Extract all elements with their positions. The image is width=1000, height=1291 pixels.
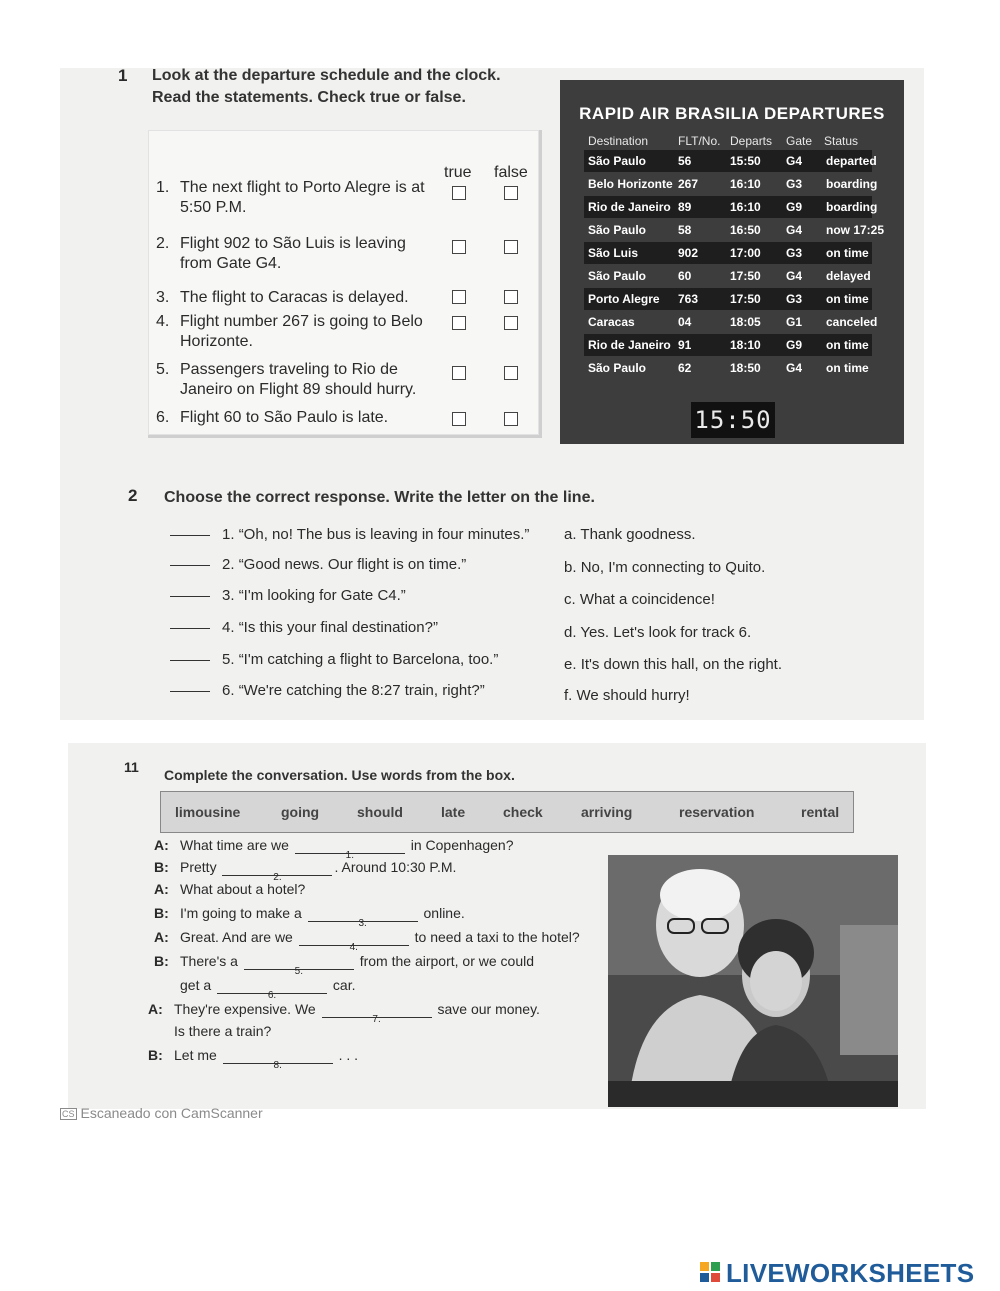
statement-number: 3. — [156, 289, 170, 306]
blank-number: 8. — [273, 1060, 282, 1071]
false-column-label: false — [494, 164, 528, 181]
row-gate: G4 — [786, 154, 803, 168]
statement-1-true-checkbox[interactable] — [452, 186, 466, 200]
scanner-note: Escaneado con CamScanner — [80, 1105, 263, 1121]
word-box-item: going — [281, 804, 320, 820]
word-box-item: check — [503, 804, 543, 820]
conversation-line-6 — [154, 953, 534, 977]
line-text: There's a — [180, 953, 238, 969]
exercise-2-number: 2 — [128, 486, 138, 505]
board-row — [584, 196, 878, 218]
statement-number: 4. — [156, 313, 170, 330]
option-letter: d. — [564, 624, 577, 641]
exercise-2-instruction: Choose the correct response. Write the letter on the line. — [164, 489, 595, 506]
exercise-11-instruction: Complete the conversation. Use words from the box. — [164, 767, 515, 783]
photo-illustration — [608, 855, 898, 1107]
board-row — [584, 150, 877, 172]
blank-5[interactable] — [244, 953, 354, 977]
row-gate: G1 — [786, 315, 803, 329]
true-false-box — [148, 130, 542, 438]
row-gate: G3 — [786, 292, 803, 306]
row-flight: 267 — [678, 177, 699, 191]
line-text: Great. And are we — [180, 929, 293, 945]
conversation-line-3 — [154, 881, 305, 897]
blank-number: 4. — [349, 942, 358, 953]
blank-3[interactable] — [308, 905, 418, 929]
option-b — [564, 559, 765, 576]
option-text: Yes. Let's look for track 6. — [580, 624, 752, 641]
option-d — [564, 624, 751, 641]
option-letter: c. — [564, 591, 576, 608]
statement-5-false-checkbox[interactable] — [504, 366, 518, 380]
option-f — [564, 687, 690, 704]
row-status: departed — [826, 154, 877, 168]
response-item-4 — [170, 619, 438, 636]
row-departs: 17:50 — [730, 269, 761, 283]
word-box-item: rental — [801, 804, 840, 820]
blank-number: 7. — [372, 1014, 381, 1025]
statement-text: Flight number 267 is going to Belo Horizonte. — [180, 313, 423, 350]
row-destination: São Paulo — [588, 223, 647, 237]
row-flight: 62 — [678, 361, 692, 375]
response-item-1 — [170, 526, 529, 543]
word-box-item: late — [441, 804, 466, 820]
blank-number: 1. — [345, 850, 354, 861]
option-letter: e. — [564, 656, 577, 673]
statement-4-true-checkbox[interactable] — [452, 316, 466, 330]
row-status: canceled — [826, 315, 878, 329]
board-header-gate: Gate — [786, 134, 813, 148]
board-row — [584, 334, 872, 356]
board-row — [584, 242, 872, 264]
row-flight: 60 — [678, 269, 692, 283]
row-status: delayed — [826, 269, 871, 283]
conversation-line-2 — [154, 859, 457, 883]
item-text: “We're catching the 8:27 train, right?” — [238, 682, 485, 699]
row-gate: G4 — [786, 361, 803, 375]
line-text: What time are we — [180, 837, 289, 853]
row-flight: 763 — [678, 292, 699, 306]
statement-text: Passengers traveling to Rio de Janeiro on Flight 89 should hurry. — [180, 361, 417, 398]
response-item-3 — [170, 587, 406, 604]
item-number: 4. — [222, 619, 235, 636]
option-a — [564, 526, 696, 543]
board-header-status: Status — [824, 134, 859, 148]
exercise-1-number: 1 — [118, 66, 128, 85]
row-departs: 16:50 — [730, 223, 761, 237]
word-box-item: limousine — [175, 804, 241, 820]
scan-page-2 — [68, 743, 926, 1109]
item-number: 6. — [222, 682, 235, 699]
row-status: boarding — [826, 177, 878, 191]
blank-2[interactable] — [222, 859, 332, 883]
item-text: “I'm catching a flight to Barcelona, too.” — [238, 651, 499, 668]
row-departs: 18:50 — [730, 361, 761, 375]
option-text: We should hurry! — [576, 687, 690, 704]
row-destination: Rio de Janeiro — [588, 200, 671, 214]
speaker: A: — [154, 837, 169, 853]
statement-3-false-checkbox[interactable] — [504, 290, 518, 304]
response-item-2 — [170, 556, 466, 573]
row-flight: 58 — [678, 223, 692, 237]
blank-number: 6. — [267, 990, 277, 1001]
item-text: “Oh, no! The bus is leaving in four minutes.” — [238, 526, 530, 543]
row-destination: Caracas — [588, 315, 635, 329]
camscanner-icon: CS — [62, 1109, 75, 1119]
row-departs: 17:50 — [730, 292, 761, 306]
row-departs: 18:05 — [730, 315, 761, 329]
row-destination: Rio de Janeiro — [588, 338, 671, 352]
answer-line-4[interactable] — [170, 628, 210, 629]
couple-at-computer-photo — [608, 855, 898, 1107]
blank-number: 3. — [358, 918, 367, 929]
row-flight: 91 — [678, 338, 692, 352]
statement-text: Flight 902 to São Luis is leaving from Gate G4. — [180, 235, 406, 272]
line-text: Is there a train? — [174, 1023, 272, 1039]
blank-8[interactable] — [223, 1047, 333, 1071]
row-departs: 15:50 — [730, 154, 761, 168]
board-row — [584, 173, 878, 195]
conversation-line-8 — [148, 1001, 540, 1025]
line-text: . Around 10:30 P.M. — [334, 859, 457, 875]
word-box — [160, 791, 854, 833]
speaker: A: — [154, 881, 169, 897]
speaker: B: — [154, 953, 169, 969]
row-departs: 16:10 — [730, 200, 761, 214]
row-destination: São Luis — [588, 246, 639, 260]
line-text: get a — [180, 977, 212, 993]
option-e — [564, 656, 782, 673]
line-text: They're expensive. We — [174, 1001, 316, 1017]
line-text: save our money. — [437, 1001, 540, 1017]
line-text: What about a hotel? — [180, 881, 306, 897]
option-letter: b. — [564, 559, 577, 576]
board-header-departs: Departs — [730, 134, 773, 148]
option-text: No, I'm connecting to Quito. — [580, 559, 766, 576]
answer-line-1[interactable] — [170, 535, 210, 536]
blank-number: 2. — [273, 872, 282, 883]
row-gate: G4 — [786, 269, 803, 283]
line-text: Let me — [174, 1047, 217, 1063]
board-row — [584, 219, 885, 241]
board-row — [584, 265, 872, 287]
word-box-item: reservation — [679, 804, 755, 820]
row-gate: G3 — [786, 177, 803, 191]
line-text: to need a taxi to the hotel? — [414, 929, 580, 945]
answer-line-3[interactable] — [170, 596, 210, 597]
row-flight: 89 — [678, 200, 692, 214]
blank-4[interactable] — [299, 929, 409, 953]
speaker: A: — [154, 929, 169, 945]
line-text: from the airport, or we could — [359, 953, 534, 969]
row-status: boarding — [826, 200, 878, 214]
board-row — [584, 288, 872, 310]
line-text: . . . — [338, 1047, 359, 1063]
item-text: “Good news. Our flight is on time.” — [238, 556, 467, 573]
row-status: on time — [826, 292, 869, 306]
option-text: Thank goodness. — [580, 526, 696, 543]
digital-clock: 15:50 — [691, 402, 775, 438]
blank-7[interactable] — [322, 1001, 432, 1025]
row-status: on time — [826, 338, 869, 352]
speaker: A: — [148, 1001, 163, 1017]
row-gate: G3 — [786, 246, 803, 260]
blank-number: 5. — [294, 966, 303, 977]
item-number: 5. — [222, 651, 235, 668]
row-destination: São Paulo — [588, 154, 647, 168]
exercise-11-number: 11 — [124, 759, 139, 775]
board-row — [584, 311, 878, 333]
row-departs: 18:10 — [730, 338, 761, 352]
blank-1[interactable] — [295, 837, 405, 861]
statement-number: 2. — [156, 235, 170, 252]
option-text: What a coincidence! — [579, 591, 715, 608]
statement-number: 6. — [156, 409, 170, 426]
option-text: It's down this hall, on the right. — [580, 656, 782, 673]
board-header-flight: FLT/No. — [678, 134, 721, 148]
answer-line-6[interactable] — [170, 691, 210, 692]
row-destination: Belo Horizonte — [588, 177, 673, 191]
statement-6-false-checkbox[interactable] — [504, 412, 518, 426]
statement-3-true-checkbox[interactable] — [452, 290, 466, 304]
statement-1-false-checkbox[interactable] — [504, 186, 518, 200]
statement-text: The flight to Caracas is delayed. — [180, 289, 409, 306]
row-gate: G9 — [786, 200, 803, 214]
statement-2-true-checkbox[interactable] — [452, 240, 466, 254]
board-header-destination: Destination — [588, 134, 649, 148]
speaker: B: — [148, 1047, 163, 1063]
option-c — [564, 591, 715, 608]
statement-number: 5. — [156, 361, 170, 378]
scanner-watermark — [60, 1105, 263, 1121]
row-departs: 17:00 — [730, 246, 761, 260]
statement-number: 1. — [156, 179, 170, 196]
response-item-5 — [170, 651, 498, 668]
logo-text: LIVEWORKSHEETS — [726, 1258, 975, 1288]
row-destination: Porto Alegre — [588, 292, 660, 306]
row-destination: São Paulo — [588, 361, 647, 375]
line-text: I'm going to make a — [180, 905, 302, 921]
statement-5-true-checkbox[interactable] — [452, 366, 466, 380]
row-departs: 16:10 — [730, 177, 761, 191]
line-text: car. — [332, 977, 356, 993]
word-box-item: should — [357, 804, 403, 820]
answer-line-2[interactable] — [170, 565, 210, 566]
row-flight: 902 — [678, 246, 699, 260]
option-letter: f. — [564, 687, 573, 704]
row-gate: G4 — [786, 223, 803, 237]
conversation-line-4 — [154, 905, 465, 929]
line-text: online. — [423, 905, 465, 921]
item-text: “I'm looking for Gate C4.” — [238, 587, 406, 604]
answer-line-5[interactable] — [170, 660, 210, 661]
statement-text: The next flight to Porto Alegre is at 5:50 P.M. — [180, 179, 425, 216]
conversation-line-1 — [154, 837, 514, 861]
blank-6[interactable] — [217, 977, 327, 1001]
departures-board — [560, 80, 904, 444]
conversation-line-9 — [148, 1023, 271, 1039]
item-number: 2. — [222, 556, 235, 573]
row-status: now 17:25 — [826, 223, 885, 237]
exercise-1-instruction-line-2: Read the statements. Check true or false. — [152, 89, 466, 106]
item-number: 1. — [222, 526, 235, 543]
row-flight: 04 — [678, 315, 692, 329]
statement-4-false-checkbox[interactable] — [504, 316, 518, 330]
line-text: Pretty — [180, 859, 217, 875]
scan-page-1 — [60, 68, 924, 720]
row-destination: São Paulo — [588, 269, 647, 283]
exercise-1-instruction-line-1: Look at the departure schedule and the clock. — [152, 67, 501, 84]
true-column-label: true — [444, 164, 472, 181]
conversation-line-7 — [154, 977, 356, 1001]
statement-text: Flight 60 to São Paulo is late. — [180, 409, 389, 426]
statement-6-true-checkbox[interactable] — [452, 412, 466, 426]
row-status: on time — [826, 246, 869, 260]
response-item-6 — [170, 682, 485, 699]
row-status: on time — [826, 361, 869, 375]
row-gate: G9 — [786, 338, 803, 352]
word-box-item: arriving — [581, 804, 633, 820]
item-number: 3. — [222, 587, 235, 604]
board-row — [584, 357, 872, 379]
logo-grid-icon — [700, 1262, 720, 1282]
speaker: B: — [154, 905, 169, 921]
conversation-line-5 — [154, 929, 580, 953]
conversation-line-10 — [148, 1047, 359, 1071]
speaker: B: — [154, 859, 169, 875]
option-letter: a. — [564, 526, 577, 543]
line-text: in Copenhagen? — [410, 837, 514, 853]
row-flight: 56 — [678, 154, 692, 168]
board-title: RAPID AIR BRASILIA DEPARTURES — [579, 104, 885, 123]
item-text: “Is this your final destination?” — [238, 619, 438, 636]
statement-2-false-checkbox[interactable] — [504, 240, 518, 254]
